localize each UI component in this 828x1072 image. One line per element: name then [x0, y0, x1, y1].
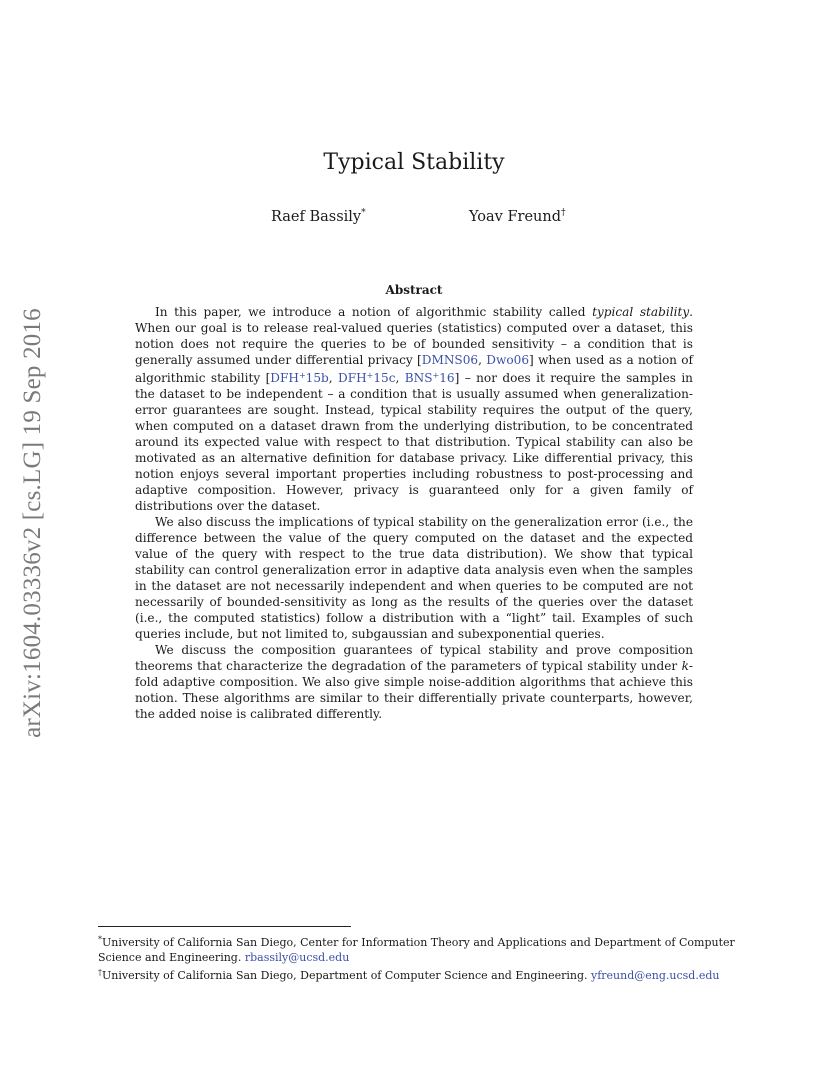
footnote-mark: †	[98, 968, 102, 977]
author-footnote-mark[interactable]: *	[361, 208, 366, 218]
text-run: In this paper, we introduce a notion of algorithmic stability called	[155, 305, 593, 319]
author-name: Yoav Freund	[469, 209, 562, 225]
paper-title: Typical Stability	[323, 150, 505, 175]
citation-year: 16	[439, 371, 455, 385]
citation-dwo06[interactable]: Dwo06	[486, 353, 530, 367]
citation-bns16[interactable]	[405, 371, 455, 385]
text-run: -fold adaptive composition. We also give simple noise-addition algorithms that achieve this notion. These algorithms are similar to their differentially private counterparts, however, the added noise is calibrated differently.	[135, 659, 693, 721]
separator: ,	[478, 353, 487, 367]
citation-year: 15b	[305, 371, 329, 385]
arxiv-stamp-text: arXiv:1604.03336v2 [cs.LG] 19 Sep 2016	[19, 308, 46, 738]
citation-base: BNS	[404, 371, 433, 385]
footnote-text: University of California San Diego, Center for Information Theory and Applications and Department of Computer Science and Engineering.	[98, 936, 735, 964]
abstract-body	[135, 304, 693, 722]
abstract-heading: Abstract	[385, 283, 443, 297]
abstract-paragraph-2: We also discuss the implications of typical stability on the generalization error (i.e., the difference between the value of the query computed on the dataset and the expected value of the query with respect to the true data distribution). We show that typical stability can control generalization error in adaptive data analysis even when the samples in the dataset are not necessarily independent and when queries to be computed are not necessarily of bounded-sensitivity as long as the results of the queries over the dataset (i.e., the computed statistics) follow a distribution with a “light” tail. Examples of such queries include, but not limited to, subgaussian and subexponential queries.	[135, 515, 693, 641]
text-run: . When our goal is to release real-valued queries (statistics) computed over a dataset, this notion does not require the queries to be of bounded sensitivity – a condition that is generally assumed under differential privacy [	[135, 305, 694, 367]
author-footnote-mark[interactable]: †	[561, 208, 566, 218]
footnote-rule	[98, 926, 351, 927]
separator: ,	[395, 371, 405, 385]
citation-year: 15c	[373, 371, 396, 385]
email-link-bassily[interactable]: rbassily@ucsd.edu	[244, 951, 350, 964]
email-link-freund[interactable]: yfreund@eng.ucsd.edu	[591, 969, 720, 982]
author-name: Raef Bassily	[271, 209, 362, 225]
emphasis: typical stability	[592, 305, 690, 319]
footnote-mark: *	[98, 935, 102, 944]
footnote-2	[98, 965, 738, 983]
footnote-text: University of California San Diego, Department of Computer Science and Engineering.	[102, 969, 591, 982]
author-bassily	[271, 208, 366, 225]
citation-dfh15c[interactable]	[338, 371, 396, 385]
footnote-1	[98, 932, 738, 965]
citation-dfh15b[interactable]	[270, 371, 328, 385]
citation-plus: +	[432, 371, 440, 380]
separator: ,	[328, 371, 339, 385]
emphasis: k	[681, 659, 689, 673]
citation-base: DFH	[338, 371, 367, 385]
citation-plus: +	[366, 371, 374, 380]
citation-plus: +	[298, 371, 306, 380]
abstract-paragraph-3	[135, 642, 693, 722]
arxiv-stamp	[18, 288, 48, 758]
author-freund	[469, 208, 566, 225]
text-run: ] when used as a notion of algorithmic stability [	[135, 353, 693, 385]
text-run: We discuss the composition guarantees of typical stability and prove composition theorems that characterize the degradation of the parameters of typical stability under	[135, 643, 693, 673]
citation-base: DFH	[270, 371, 299, 385]
citation-dmns06[interactable]: DMNS06	[421, 353, 479, 367]
text-run: ] – nor does it require the samples in the dataset to be independent – a condition that is usually assumed when generalization-error guarantees are sought. Instead, typical stability requires the output of the query, when computed on a dataset drawn from the underlying distribution, to be concentrated around its expected value with respect to that distribution. Typical stability can also be motivated as an alternative definition for database privacy. Like differential privacy, this notion enjoys several important properties including robustness to post-processing and adaptive composition. However, privacy is guaranteed only for a given family of distributions over the dataset.	[135, 371, 693, 513]
footnotes	[98, 932, 738, 983]
abstract-paragraph-1	[135, 304, 693, 514]
